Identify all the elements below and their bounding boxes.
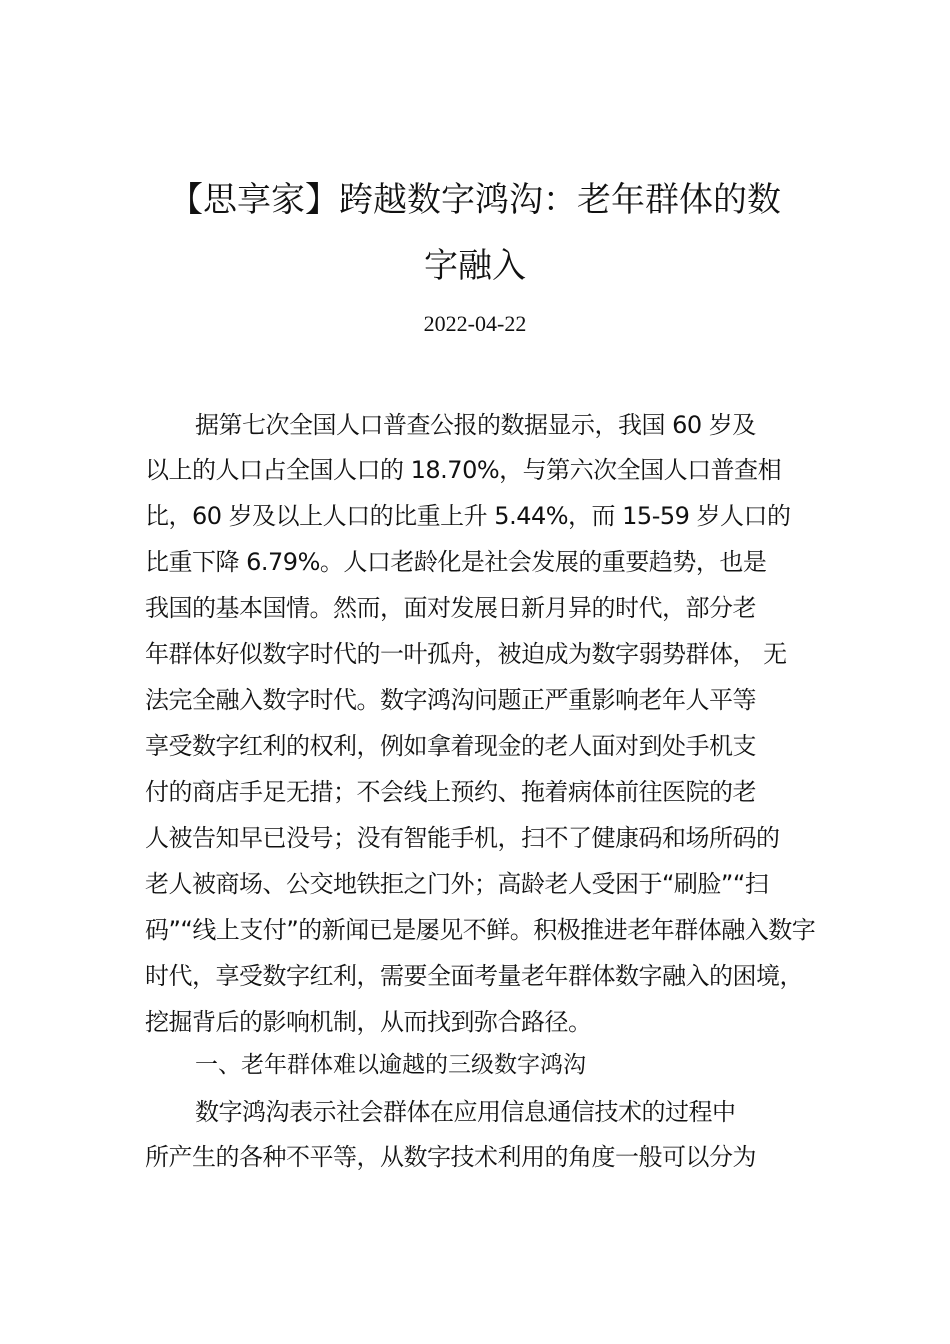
document-title-line-1: 【思享家】跨越数字鸿沟：老年群体的数 [169, 180, 781, 220]
paragraph-line: 年群体好似数字时代的一叶孤舟，被迫成为数字弱势群体， 无 [145, 640, 787, 668]
paragraph-line: 比重下降 6.79%。人口老龄化是社会发展的重要趋势，也是 [145, 548, 767, 576]
paragraph-line: 挖掘背后的影响机制，从而找到弥合路径。 [145, 1008, 592, 1036]
paragraph-line: 比，60 岁及以上人口的比重上升 5.44%，而 15-59 岁人口的 [145, 502, 791, 530]
paragraph-line: 老人被商场、公交地铁拒之门外；高龄老人受困于“刷脸”“扫 [145, 870, 769, 898]
document-title-line-2: 字融入 [424, 246, 526, 286]
paragraph-line: 我国的基本国情。然而，面对发展日新月异的时代，部分老 [145, 594, 756, 622]
section-heading: 一、老年群体难以逾越的三级数字鸿沟 [195, 1052, 586, 1078]
paragraph-line: 人被告知早已没号；没有智能手机，扫不了健康码和场所码的 [145, 824, 780, 852]
paragraph-line: 码”“线上支付”的新闻已是屡见不鲜。积极推进老年群体融入数字 [145, 916, 816, 944]
paragraph-line: 数字鸿沟表示社会群体在应用信息通信技术的过程中 [195, 1098, 736, 1126]
paragraph-line: 所产生的各种不平等，从数字技术利用的角度一般可以分为 [145, 1143, 756, 1171]
paragraph-line: 付的商店手足无措；不会线上预约、拖着病体前往医院的老 [145, 778, 756, 806]
publish-date: 2022-04-22 [423, 311, 527, 336]
paragraph-line: 享受数字红利的权利，例如拿着现金的老人面对到处手机支 [145, 732, 756, 760]
paragraph-line: 时代，享受数字红利，需要全面考量老年群体数字融入的困境， [145, 962, 803, 990]
paragraph-line: 法完全融入数字时代。数字鸿沟问题正严重影响老年人平等 [145, 686, 756, 714]
paragraph-line: 据第七次全国人口普查公报的数据显示，我国 60 岁及 [195, 411, 756, 439]
paragraph-line: 以上的人口占全国人口的 18.70%，与第六次全国人口普查相 [145, 456, 782, 484]
